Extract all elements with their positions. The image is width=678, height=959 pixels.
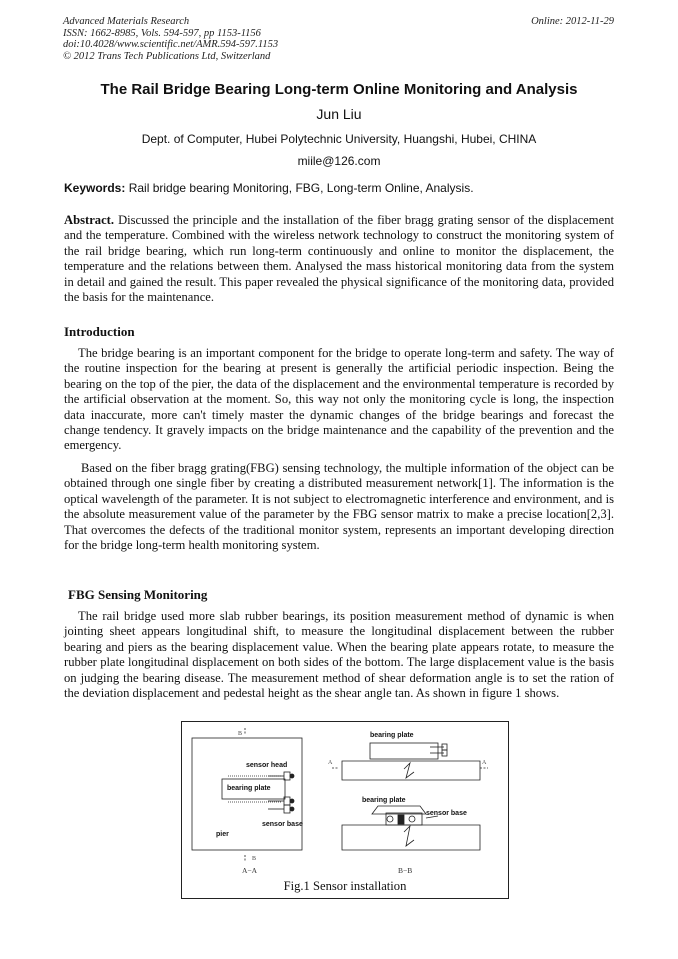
pier-top-drawing: [342, 761, 480, 780]
figure-1: [181, 721, 509, 899]
keywords: [64, 181, 614, 195]
fbg-paragraph-1: The rail bridge used more slab rubber bearings, its position measurement method of dynamic is when jointing sheet appears longitudinal shift, to measure the longitudinal displacement between the rubber bearing and piers as the bearing displacement value. When the bearing plate appears rotate, to measure the rubber plate longitudinal displacement on both sides of the bottom. The large displacement value is the basis on judging the bearing disease. The measurement method of shear deformation angle is to set the ration of the deviation displacement and pedestal height as the shear angle tan. As shown in figure 1 shows.: [64, 609, 614, 701]
introduction-heading: Introduction: [64, 324, 135, 339]
issn-line: ISSN: 1662-8985, Vols. 594-597, pp 1153-1156: [63, 27, 261, 39]
fbg-heading: FBG Sensing Monitoring: [68, 587, 208, 602]
pier-block: [192, 738, 302, 850]
section-aa-label: A−A: [242, 866, 258, 875]
mark-b-top: B: [238, 731, 243, 737]
affiliation: Dept. of Computer, Hubei Polytechnic University, Huangshi, Hubei, CHINA: [141, 132, 537, 146]
sensor-base-label-right: sensor base: [426, 810, 467, 817]
online-date: Online: 2012-11-29: [531, 16, 614, 27]
journal-name: Advanced Materials Research: [63, 16, 190, 27]
mark-a-right: A: [482, 760, 487, 766]
abstract-text: Discussed the principle and the installation of the fiber bragg grating sensor of the displacement and the temperature. Combined with the wireless network technology to construct the monitoring system of the rail bridge bearing, which run long-term continuously and online to monitor the displacement, the temperature and the relations between them. Analysed the mass historical monitoring data from the system in detail and gained the result. This paper revealed the physical significance of the monitoring data, provided the basis for the maintenance.: [64, 213, 614, 305]
bearing-plate-top: [370, 743, 438, 759]
section-bb-label: B−B: [398, 866, 413, 875]
abstract: [64, 213, 614, 305]
mark-a-left: A: [328, 760, 333, 766]
section-b-view: [332, 743, 488, 850]
section-a-view: [192, 728, 302, 861]
keywords-label: Keywords:: [64, 181, 126, 195]
figure-caption: Fig.1 Sensor installation: [283, 879, 407, 893]
journal-header: [63, 16, 278, 62]
bearing-plate-label-mid: bearing plate: [362, 797, 406, 804]
author-email: miile@126.com: [297, 154, 381, 168]
bearing-plate-label-left: bearing plate: [227, 785, 271, 792]
sensor-head-3: [284, 805, 290, 813]
mark-b-bottom: B: [252, 856, 257, 862]
introduction-paragraph-1: The bridge bearing is an important component for the bridge to operate long-term and safety. The way of the routine inspection for the bearing at present is generally the artificial periodic inspection. Being the bearing on the top of the pier, the data of the displacement and the environmental temperature is recorded by the artificial observation at the moment. So, this way not only the monitoring cycle is long, the inspection data inaccurate, more can't timely master the dynamic changes of the bridge bearings and forecast the change tendency. It gravely impacts on the bridge maintenance and the capability of the prevention and the emergency.: [64, 346, 614, 453]
paper-title: The Rail Bridge Bearing Long-term Online Monitoring and Analysis: [100, 81, 578, 98]
keywords-text: Rail bridge bearing Monitoring, FBG, Long-term Online, Analysis.: [125, 181, 474, 195]
pier-label: pier: [216, 831, 229, 838]
bearing-plate-label-top: bearing plate: [370, 732, 414, 739]
doi-line: doi:10.4028/www.scientific.net/AMR.594-597.1153: [63, 39, 279, 50]
sensor-head-label: sensor head: [246, 762, 288, 769]
abstract-label: Abstract.: [64, 213, 115, 227]
author-name: Jun Liu: [316, 106, 362, 122]
sensor-installation-diagram: [182, 722, 508, 898]
copyright-line: © 2012 Trans Tech Publications Ltd, Switzerland: [63, 50, 271, 62]
introduction-paragraph-2: Based on the fiber bragg grating(FBG) sensing technology, the multiple information of the object can be obtained through one single fiber by creating a distributed measurement network[1]. The information is the optical wavelength of the parameter. It is not subject to electromagnetic interference and environment, and is the absolute measurement value of the parameter by the FBG sensor matrix to make a precise location[2,3]. That overcomes the defects of the traditional monitor system, represents an important developing direction for the bridge long-term health monitoring system.: [64, 461, 614, 553]
sensor-base-label-left: sensor base: [262, 821, 303, 828]
pier-bottom-drawing: [342, 825, 480, 850]
